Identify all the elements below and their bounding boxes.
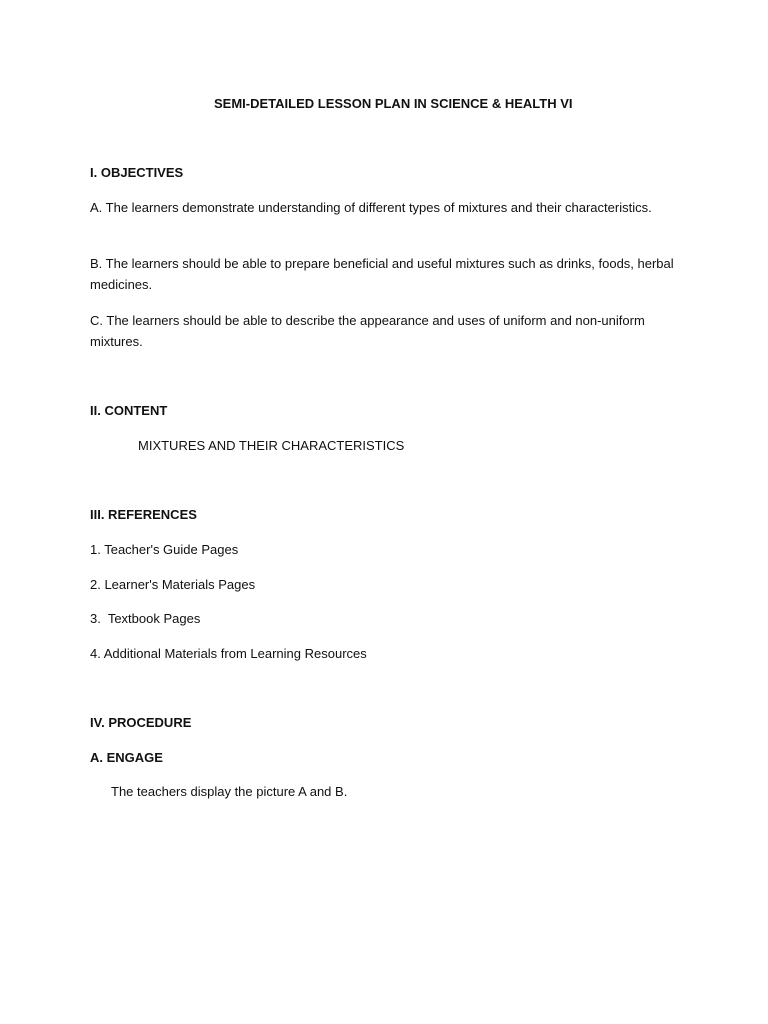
procedure-heading: IV. PROCEDURE xyxy=(90,715,192,730)
content-topic: MIXTURES AND THEIR CHARACTERISTICS xyxy=(138,438,405,453)
objective-c: C. The learners should be able to describe the appearance and uses of uniform and non-uniform mixtures. xyxy=(90,313,645,349)
engage-text: The teachers display the picture A and B. xyxy=(111,784,348,799)
reference-item-learners-materials: 2. Learner's Materials Pages xyxy=(90,577,256,592)
document-title: SEMI-DETAILED LESSON PLAN IN SCIENCE & HEALTH VI xyxy=(214,96,573,111)
objectives-heading: I. OBJECTIVES xyxy=(90,165,184,180)
reference-item-teachers-guide: 1. Teacher's Guide Pages xyxy=(90,542,239,557)
references-heading: III. REFERENCES xyxy=(90,507,197,522)
reference-item-textbook: 3. Textbook Pages xyxy=(90,611,201,626)
content-heading: II. CONTENT xyxy=(90,403,168,418)
reference-item-additional-materials: 4. Additional Materials from Learning Resources xyxy=(90,646,367,661)
objective-a: A. The learners demonstrate understanding of different types of mixtures and their characteristics. xyxy=(90,200,652,215)
engage-heading: A. ENGAGE xyxy=(90,750,163,765)
objective-b: B. The learners should be able to prepare beneficial and useful mixtures such as drinks, foods, herbal medicines. xyxy=(90,256,674,292)
